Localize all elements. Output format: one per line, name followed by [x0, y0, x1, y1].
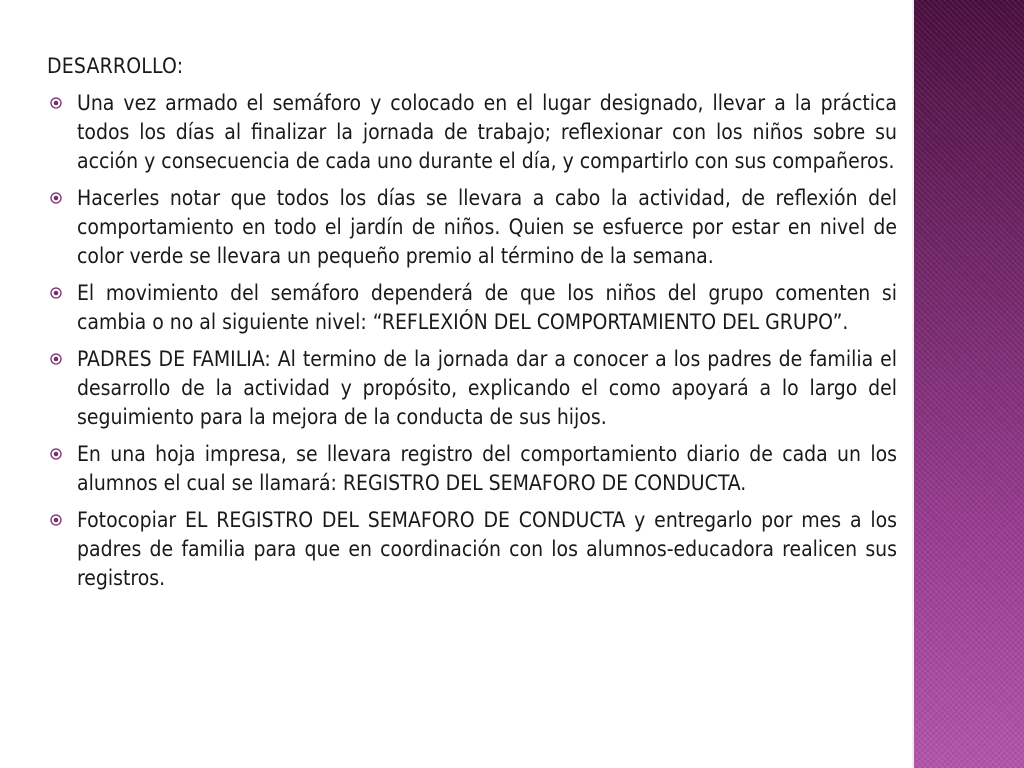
bullet-text: Hacerles notar que todos los días se llevara a cabo la actividad, de reflexión del comportamiento en todo el jardín de niños. Quien se esfuerce por estar en nivel de color verde se llevara un pequeño premio al término de la semana. — [77, 186, 897, 268]
bullet-item — [47, 184, 897, 271]
bullet-item — [47, 440, 897, 498]
circled-dot-icon — [50, 97, 62, 109]
bullet-text: Fotocopiar EL REGISTRO DEL SEMAFORO DE CONDUCTA y entregarlo por mes a los padres de familia para que en coordinación con los alumnos-educadora realicen sus registros. — [77, 508, 897, 590]
bullet-list — [47, 89, 897, 593]
bullet-item — [47, 279, 897, 337]
bullet-item — [47, 89, 897, 176]
circled-dot-icon — [50, 514, 62, 526]
bullet-text: El movimiento del semáforo dependerá de que los niños del grupo comenten si cambia o no al siguiente nivel: “REFLEXIÓN DEL COMPORTAMIENTO DEL GRUPO”. — [77, 281, 897, 334]
slide-heading: DESARROLLO: — [47, 54, 184, 78]
bullet-item — [47, 506, 897, 593]
decorative-side-panel — [914, 0, 1024, 768]
bullet-item — [47, 345, 897, 432]
circled-dot-icon — [50, 287, 62, 299]
circled-dot-icon — [50, 192, 62, 204]
bullet-text: Una vez armado el semáforo y colocado en el lugar designado, llevar a la práctica todos los días al finalizar la jornada de trabajo; reflexionar con los niños sobre su acción y consecuencia de cada uno durante el día, y compartirlo con sus compañeros. — [77, 91, 897, 173]
circled-dot-icon — [50, 353, 62, 365]
bullet-text: PADRES DE FAMILIA: Al termino de la jornada dar a conocer a los padres de familia el desarrollo de la actividad y propósito, explicando el como apoyará a lo largo del seguimiento para la mejora de la conducta de sus hijos. — [77, 347, 897, 429]
circled-dot-icon — [50, 448, 62, 460]
slide-content — [47, 52, 897, 601]
bullet-text: En una hoja impresa, se llevara registro del comportamiento diario de cada un los alumnos el cual se llamará: REGISTRO DEL SEMAFORO DE CONDUCTA. — [77, 442, 897, 495]
